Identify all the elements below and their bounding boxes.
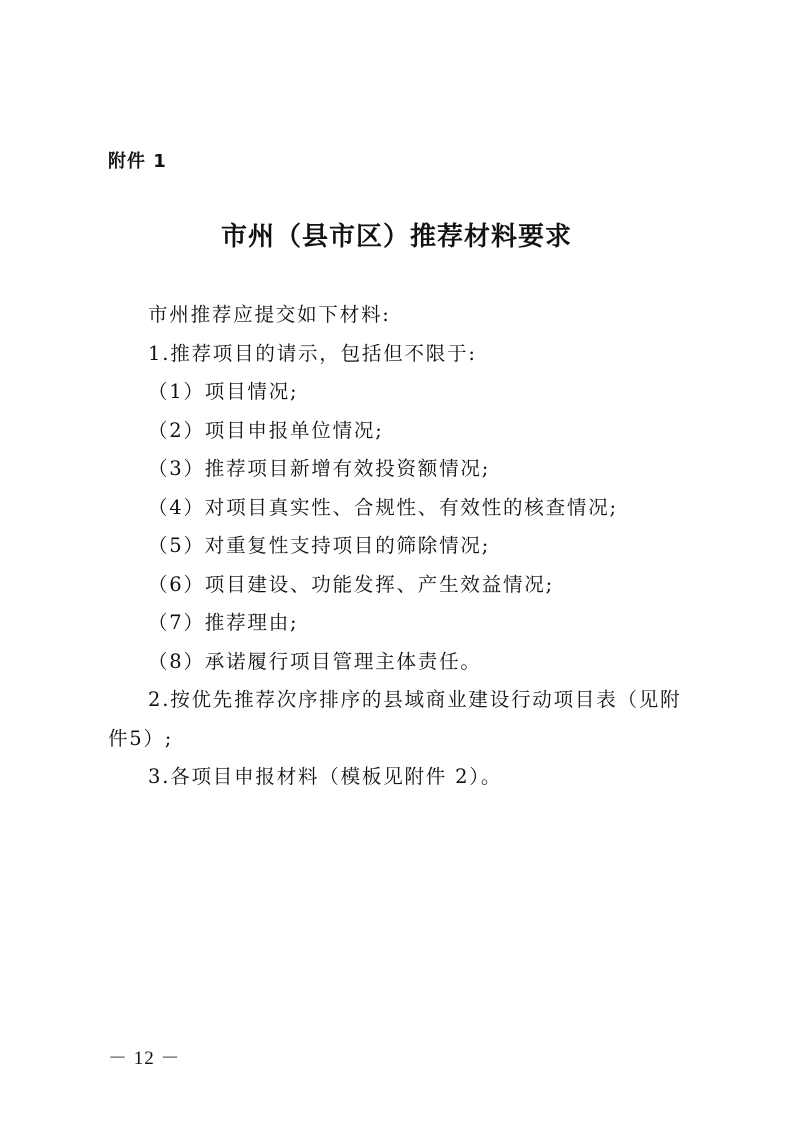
subitem-5: （5）对重复性支持项目的筛除情况; [148, 534, 491, 557]
subitem-1: （1）项目情况; [148, 380, 299, 403]
subitem-7: （7）推荐理由; [148, 611, 299, 634]
page-number: － 12 － [108, 1048, 181, 1069]
document-body [108, 296, 700, 797]
item-2-project-table: 2.按优先推荐次序排序的县域商业建设行动项目表（见附件5）; [108, 688, 682, 750]
subitem-2: （2）项目申报单位情况; [148, 418, 384, 442]
intro-paragraph: 市州推荐应提交如下材料: [148, 303, 391, 326]
document-title: 市州（县市区）推荐材料要求 [220, 222, 572, 252]
subitem-6: （6）项目建设、功能发挥、产生效益情况; [148, 572, 554, 596]
item-1-request: 1.推荐项目的请示，包括但不限于: [148, 341, 477, 365]
attachment-label: 附件 1 [108, 151, 167, 172]
item-3-application-materials: 3.各项目申报材料（模板见附件 2）。 [148, 765, 503, 788]
subitem-3: （3）推荐项目新增有效投资额情况; [148, 457, 491, 480]
subitem-8: （8）承诺履行项目管理主体责任。 [148, 649, 482, 673]
subitem-4: （4）对项目真实性、合规性、有效性的核查情况; [148, 495, 618, 519]
